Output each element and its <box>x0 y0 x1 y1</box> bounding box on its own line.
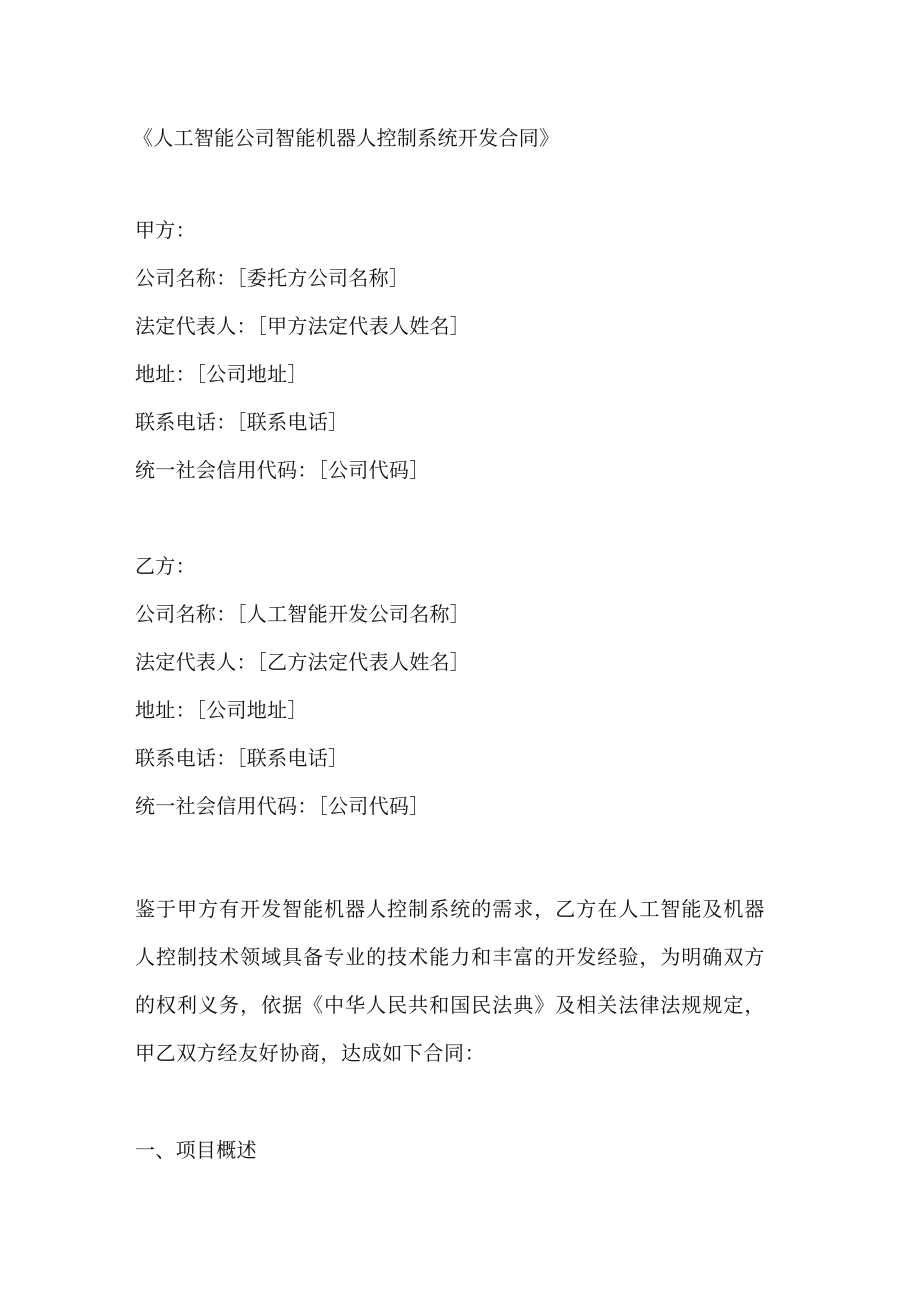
party-b-address: 地址：［公司地址］ <box>135 698 308 722</box>
party-a-credit-code: 统一社会信用代码：［公司代码］ <box>135 458 430 482</box>
party-b-credit-code: 统一社会信用代码：［公司代码］ <box>135 794 430 818</box>
party-b-heading: 乙方： <box>135 554 196 578</box>
party-a-legal-rep: 法定代表人：［甲方法定代表人姓名］ <box>135 314 471 338</box>
preamble-paragraph: 鉴于甲方有开发智能机器人控制系统的需求，乙方在人工智能及机器人控制技术领域具备专业的技术能力和丰富的开发经验，为明确双方的权利义务，依据《中华人民共和国民法典》及相关法律法规规定，甲乙双方经友好协商，达成如下合同： <box>135 897 765 1065</box>
party-b-legal-rep: 法定代表人：［乙方法定代表人姓名］ <box>135 650 471 674</box>
section-heading-project-overview: 一、项目概述 <box>135 1138 257 1162</box>
party-a-heading: 甲方： <box>135 218 196 242</box>
party-b-phone: 联系电话：［联系电话］ <box>135 746 349 770</box>
party-b-company-name: 公司名称：［人工智能开发公司名称］ <box>135 602 471 626</box>
party-a-address: 地址：［公司地址］ <box>135 362 308 386</box>
party-a-company-name: 公司名称：［委托方公司名称］ <box>135 266 410 290</box>
party-a-phone: 联系电话：［联系电话］ <box>135 410 349 434</box>
contract-title: 《人工智能公司智能机器人控制系统开发合同》 <box>133 126 560 150</box>
